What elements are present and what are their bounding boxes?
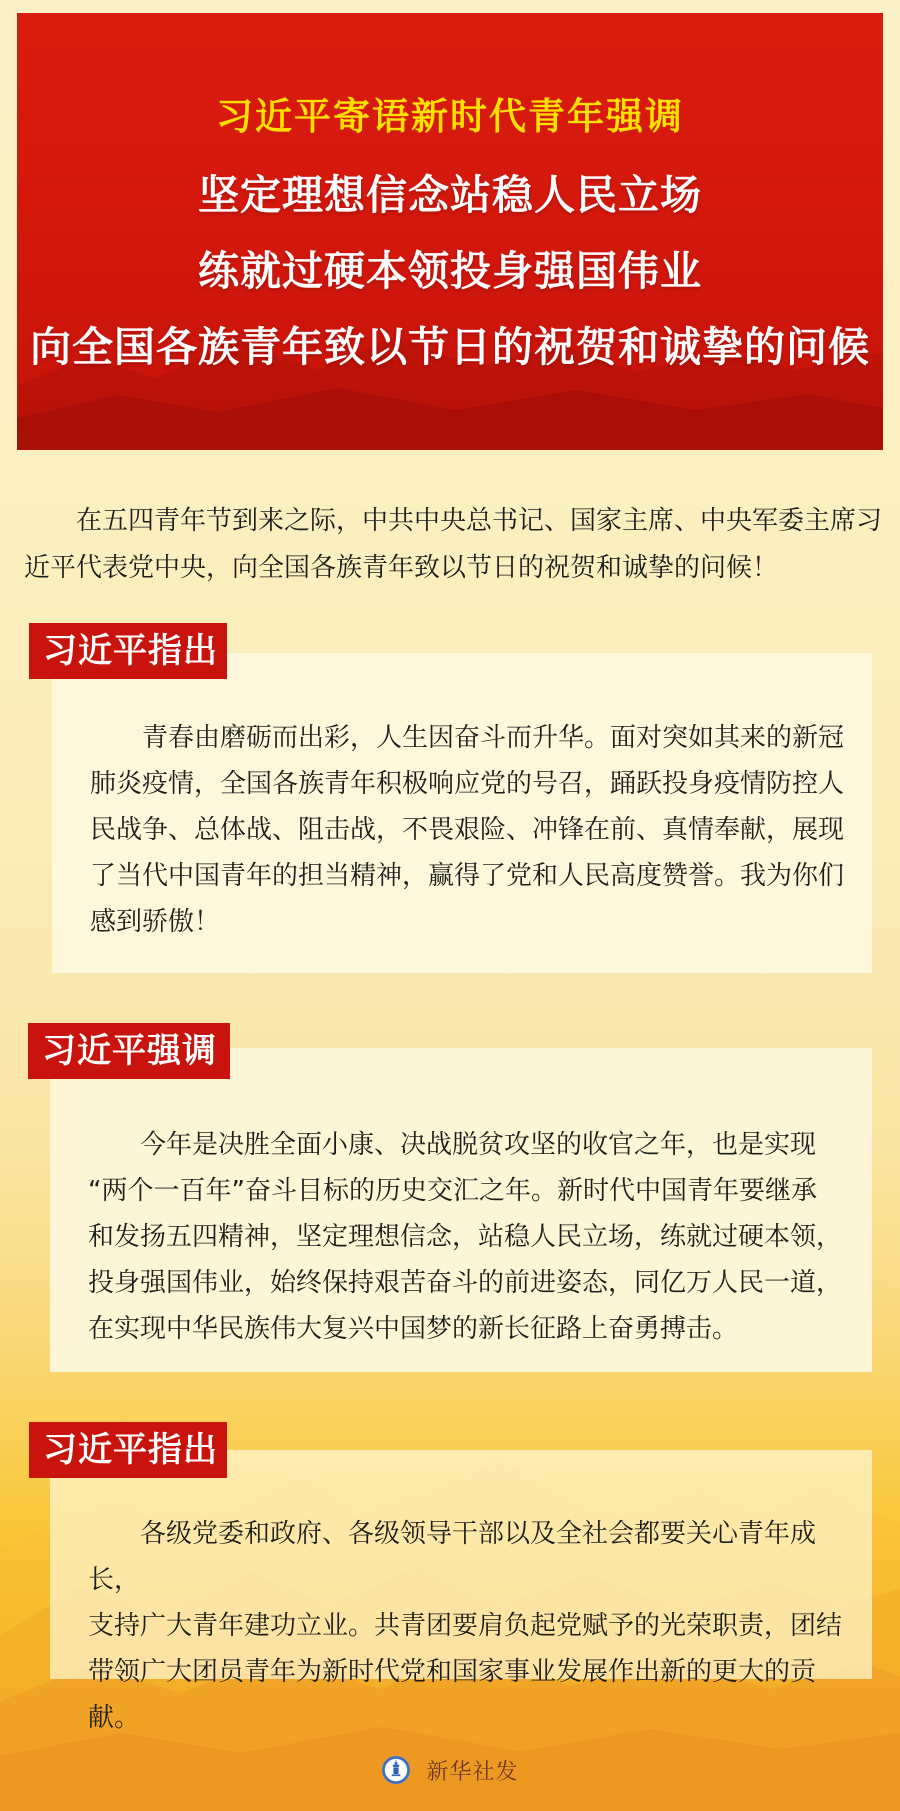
- quote-line: 民战争、总体战、阻击战，不畏艰险、冲锋在前、真情奉献，展现: [90, 815, 845, 845]
- intro-paragraph-line: 在五四青年节到来之际，中共中央总书记、国家主席、中央军委主席习: [76, 506, 883, 536]
- section-label: 习近平指出: [29, 623, 227, 679]
- section-label: 习近平强调: [28, 1023, 230, 1079]
- intro-paragraph-line: 近平代表党中央，向全国各族青年致以节日的祝贺和诚挚的问候！: [24, 553, 779, 583]
- quote-line: 支持广大青年建功立业。共青团要肩负起党赋予的光荣职责，团结: [88, 1611, 843, 1641]
- intro-paragraph: [24, 498, 882, 592]
- quote-line: 和发扬五四精神，坚定理想信念，站稳人民立场，练就过硬本领，: [88, 1222, 843, 1252]
- section-label: 习近平指出: [29, 1422, 227, 1478]
- quote-line: 各级党委和政府、各级领导干部以及全社会都要关心青年成长，: [88, 1519, 817, 1595]
- quote-line: 今年是决胜全面小康、决战脱贫攻坚的收官之年，也是实现: [140, 1130, 817, 1160]
- quote-line: 了当代中国青年的担当精神，赢得了党和人民高度赞誉。我为你们: [90, 861, 845, 891]
- quote-box: [52, 653, 872, 973]
- quote-line: “两个一百年”奋斗目标的历史交汇之年。新时代中国青年要继承: [88, 1176, 817, 1206]
- header-banner: [17, 13, 883, 450]
- banner-subtitle-line: 向全国各族青年致以节日的祝贺和诚挚的问候: [30, 323, 870, 371]
- quote-box: [50, 1450, 872, 1733]
- quote-line: 感到骄傲！: [90, 907, 221, 937]
- quote-line: 在实现中华民族伟大复兴中国梦的新长征路上奋勇搏击。: [88, 1314, 739, 1344]
- banner-subtitle-line: 练就过硬本领投身强国伟业: [198, 247, 702, 295]
- quote-line: 肺炎疫情，全国各族青年积极响应党的号召，踊跃投身疫情防控人: [90, 769, 845, 799]
- credit-text: 新华社发: [426, 1759, 519, 1785]
- xinhua-logo-icon: [381, 1755, 411, 1785]
- banner-title: 习近平寄语新时代青年强调: [216, 95, 684, 138]
- banner-subtitle-line: 坚定理想信念站稳人民立场: [198, 171, 702, 219]
- footer-credit-row: [0, 1752, 900, 1788]
- quote-box: [50, 1048, 872, 1372]
- quote-line: 投身强国伟业，始终保持艰苦奋斗的前进姿态，同亿万人民一道，: [88, 1268, 843, 1298]
- quote-line: 青春由磨砺而出彩，人生因奋斗而升华。面对突如其来的新冠: [142, 723, 845, 753]
- quote-line: 带领广大团员青年为新时代党和国家事业发展作出新的更大的贡献。: [88, 1657, 817, 1733]
